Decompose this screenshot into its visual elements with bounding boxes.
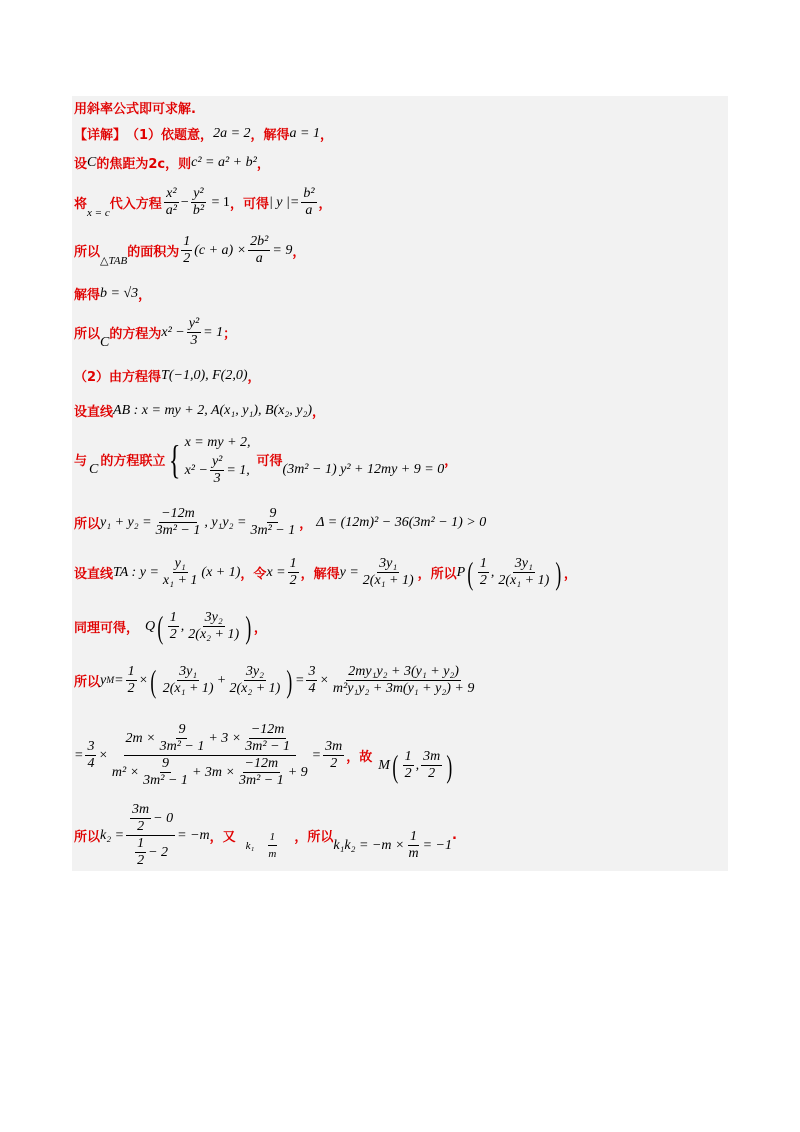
den: 2 (428, 766, 436, 781)
punct: ， (256, 157, 270, 172)
row1: x = my + 2, (184, 435, 251, 450)
num: 3m (423, 749, 441, 764)
den: 2 (127, 681, 135, 696)
den: 2 (479, 573, 487, 588)
eq-sign: = (311, 747, 322, 763)
frac-big1 (331, 664, 476, 697)
minus0: − 0 (153, 810, 174, 826)
equation-system (185, 432, 251, 487)
text: 所以 (74, 245, 101, 260)
dplus: + 3m × (191, 764, 235, 780)
frac-2b2a (248, 234, 270, 267)
point-p: P (456, 564, 466, 580)
eq-x2: x² − (161, 324, 185, 340)
frac-half-5 (126, 664, 137, 697)
eq-b: b = √3 (100, 285, 139, 301)
num: 3 (308, 664, 316, 679)
text: 的面积为 (127, 245, 180, 260)
eq-2a: 2a = 2 (213, 125, 251, 141)
num: −12m (161, 506, 195, 521)
frac-1m-b (406, 829, 420, 862)
frac-half-4 (168, 610, 179, 643)
den: 2 (404, 766, 412, 781)
line-ab (74, 401, 325, 420)
dtimes: m² × (111, 764, 140, 780)
frac-3y1-b (496, 556, 551, 589)
text: ，故 (346, 750, 373, 765)
num: −12m (250, 722, 285, 737)
eq-k1k2: k₁k₂ = −m × (333, 837, 405, 853)
den: 2(x₁ + 1) (498, 573, 550, 588)
var-y: y (100, 672, 107, 688)
frac-half-2 (288, 556, 299, 589)
frac-half (181, 234, 192, 267)
num: 1 (410, 829, 418, 844)
frac-slope (126, 802, 175, 869)
sub-m: M (106, 675, 115, 686)
num: 3 (87, 739, 95, 754)
text: 代入方程 (109, 197, 162, 212)
text: 的方程为 (109, 327, 162, 342)
minus2: − 2 (148, 844, 169, 860)
num: 3m (325, 739, 343, 754)
var-c: C (87, 154, 97, 170)
ctimes2: + 3 × (208, 730, 242, 746)
text: ，解得 (300, 567, 340, 582)
num: −12m (244, 756, 279, 771)
frac-m12 (154, 506, 203, 539)
punct: ， (312, 405, 326, 420)
den: 2(x₁ + 1) (362, 573, 414, 588)
punct: ， (319, 128, 333, 143)
comma: , (415, 757, 420, 773)
den: 2 (289, 573, 297, 588)
den: 4 (308, 681, 316, 696)
eq-sum: y₁ + y₂ = (100, 514, 152, 530)
row2b: = 1, (226, 462, 250, 478)
den: 3m² − 1 (245, 739, 291, 754)
punct: ， (444, 454, 458, 469)
comma: , (180, 618, 185, 634)
text: 的焦距为2c，则 (96, 157, 192, 172)
text: 与 (74, 454, 88, 469)
den: 2 (183, 251, 191, 266)
num: 3y₁ (179, 664, 198, 679)
frac-half-6 (403, 749, 414, 782)
frac-3y2-b (227, 664, 282, 697)
num: 1 (169, 610, 177, 625)
frac-1m (266, 829, 278, 862)
line-focal (74, 153, 270, 172)
den: 3m² − 1 (159, 739, 205, 754)
eq-k2: k₂ = (100, 827, 125, 843)
frac-b2a (301, 186, 316, 219)
line-area (74, 234, 305, 267)
line-system: 与 C 的方程联立 { x = my + 2, x² − $\frac{\text{y²}}{3}$ = 1, 可得 (3m² − 1) y² + 12my + 9 = 0 ， (74, 432, 457, 487)
eq-ta-b: (x + 1) (201, 564, 241, 580)
row2: x² − (184, 462, 208, 478)
text: ，又 (209, 830, 236, 845)
text: 设直线 (74, 405, 114, 420)
point-q: Q (145, 618, 156, 634)
text: ，所以 (294, 830, 334, 845)
eq-sign: = (74, 747, 84, 763)
part1-text: （1）依题意， (126, 128, 214, 143)
eq-area: (c + a) × (194, 242, 247, 258)
num: 9 (162, 756, 170, 771)
text: 解得 (74, 288, 101, 303)
num: 3y₂ (204, 610, 223, 625)
num: 1 (404, 749, 412, 764)
line-ta: 设直线 TA : y = $\frac{\text{y₁}}{\text{x₁ + 1}}$ (x + 1) ，令 x = $\frac{1}{2}$ ，解得 y = $\frac{\text{3y₁}}{\text{2(x₁ + 1)}}$ ，所以 P ( $\frac{1}{2}$ , $\frac{\text{3y₁}}{\text{2(x₁ + 1)}}$ ) ， (74, 554, 577, 591)
frac-3m2 (323, 739, 344, 772)
frac-y2b2 (191, 186, 206, 219)
times: × (138, 672, 149, 688)
eq-quadratic: (3m² − 1) y² + 12my + 9 = 0 (282, 461, 445, 477)
eq-tf: T(−1,0), F(2,0) (161, 367, 248, 383)
punct: ， (318, 197, 332, 212)
punct: ， (292, 245, 306, 260)
line-compound: = $\frac{3}{4}$ × 2m × $\frac{9}{\text{3m² − 1}}$ + 3 × $\frac{-12m}{\text{3m² − 1}}$ m² × $\frac{9}{\text{3m² − 1}}$ + 3m × $\frac{-12m}{\text{3m² − 1}}$ + 9 = $\frac{3m}{2}$ ，故 M ( $\frac{1}{2}$ , $\frac{3m}{2}$ ) (74, 722, 453, 788)
eq-neg1: = −1 (422, 837, 452, 853)
text: ，可得 (229, 197, 269, 212)
num: y² (188, 316, 200, 331)
text: 所以 (74, 675, 101, 690)
comma: , (490, 564, 495, 580)
num: 1 (268, 829, 278, 846)
text: 的方程联立 (100, 454, 166, 469)
text: 所以 (74, 327, 101, 342)
punct: ， (247, 370, 261, 385)
den: 3 (213, 471, 221, 486)
num: b² (303, 186, 315, 201)
cond-xc: x = c (87, 206, 110, 219)
eq-x-half: x = (266, 564, 286, 580)
num: 9 (269, 506, 277, 521)
frac-n9 (248, 506, 297, 539)
num: 1 (479, 556, 487, 571)
frac-x2a2 (164, 186, 179, 219)
triangle-tab: △TAB (100, 255, 128, 267)
frac-34 (306, 664, 317, 697)
eq-ab: AB : x = my + 2, A(x₁, y₁), B(x₂, y₂) (113, 402, 313, 418)
line-ym: 所以 y M = $\frac{1}{2}$ × ( $\frac{\text{3y₁}}{\text{2(x₁ + 1)}}$ + $\frac{\text{3y₂}}{\text{2(x₂ + 1)}}$ ) = $\frac{3}{4}$ × $\frac{\text{2my₁y₂ + 3(y₁ + y₂)}}{\text{m²y₁y₂ + 3m(y₁ + y₂) + 9}}$ (74, 662, 475, 699)
var-c: C (89, 461, 99, 477)
text: ，令 (240, 567, 267, 582)
line-k (74, 802, 457, 869)
eq-delta: Δ = (12m)² − 36(3m² − 1) > 0 (316, 514, 487, 530)
num: 3y₁ (514, 556, 533, 571)
point-m: M (378, 757, 390, 773)
frac-half-3 (478, 556, 489, 589)
den: 3 (190, 333, 198, 348)
intro-text: 用斜率公式即可求解. (74, 102, 196, 117)
eq-prod: , y₁y₂ = (204, 514, 247, 530)
num: x² (166, 186, 177, 201)
den: 2 (137, 853, 145, 868)
text: 设直线 (74, 567, 114, 582)
den: 2 (137, 819, 145, 834)
frac-y23b (210, 454, 224, 487)
text: （2）由方程得 (74, 370, 162, 385)
solve-text: ，解得 (250, 128, 290, 143)
punct: ， (138, 288, 152, 303)
num: 3m (132, 802, 150, 817)
num: 9 (178, 722, 186, 737)
den: m²y₁y₂ + 3m(y₁ + y₂) + 9 (332, 681, 475, 696)
num: 3y₁ (379, 556, 398, 571)
line-q: 同理可得， Q ( $\frac{1}{2}$ , $\frac{\text{3y₂}}{\text{2(x₂ + 1)}}$ ) ， (74, 608, 267, 645)
den: b² (192, 203, 205, 218)
eq-1: = 1 (203, 324, 224, 340)
punct: ， (253, 621, 267, 636)
den: 2(x₁ + 1) (162, 681, 214, 696)
eq-c2: c² = a² + b² (191, 154, 257, 170)
frac-3y2 (186, 610, 241, 643)
var-c: C (100, 334, 110, 350)
num: 2b² (250, 234, 269, 249)
punct: . (452, 828, 457, 843)
dplus9: + 9 (287, 764, 308, 780)
text: 所以 (74, 830, 101, 845)
den: 2 (330, 756, 338, 771)
text: ，所以 (417, 567, 457, 582)
den: 2(x₂ + 1) (188, 627, 240, 642)
eq-sign: = (114, 672, 124, 688)
eq-a1: a = 1 (289, 125, 320, 141)
den: a (305, 203, 313, 218)
frac-compound (110, 722, 310, 789)
num: 1 (137, 836, 145, 851)
den: m (408, 846, 419, 861)
den: x₁ + 1 (162, 573, 198, 588)
eq-neg-m: = −m (177, 827, 210, 843)
den: 2 (169, 627, 177, 642)
line-substitute: 将 x = c 代入方程 $\frac{\text{x²}}{\text{a²}}$ − $\frac{\text{y²}}{\text{b²}}$ = 1 ，可得 | y |= $\frac{\text{b²}}{a}$ ， (74, 186, 332, 219)
den: 3m² − 1 (143, 773, 188, 788)
text: 同理可得， (74, 621, 140, 636)
frac-y23 (187, 316, 201, 349)
den: a (255, 251, 263, 266)
den: 2(x₂ + 1) (229, 681, 281, 696)
line-detail (74, 124, 333, 143)
intro-line (74, 98, 196, 117)
text: 可得 (256, 454, 283, 469)
num: y² (193, 186, 204, 201)
text: 设 (74, 157, 88, 172)
num: y₁ (174, 556, 186, 571)
detail-tag: 【详解】 (74, 128, 127, 143)
text: 将 (74, 197, 88, 212)
punct: ， (563, 567, 577, 582)
frac-3m2-b (421, 749, 442, 782)
den: a² (165, 203, 177, 218)
eq-9: = 9 (272, 242, 293, 258)
den: 3m² − 1 (155, 523, 201, 538)
num: 1 (127, 664, 135, 679)
punct: ， (299, 517, 313, 532)
num: 1 (289, 556, 297, 571)
ctimes: 2m × (125, 730, 156, 746)
line-vieta (74, 506, 486, 539)
num: 3y₂ (245, 664, 264, 679)
line-equation-c (74, 316, 236, 349)
eq-sign: = (295, 672, 305, 688)
frac-3y1 (361, 556, 416, 589)
frac-y1x1 (161, 556, 200, 589)
times: × (98, 747, 108, 763)
var-k1: k₁ (245, 839, 255, 852)
eq-y: y = (339, 564, 359, 580)
line-b (74, 284, 151, 303)
times: × (319, 672, 329, 688)
den: 4 (87, 756, 95, 771)
plus: + (217, 672, 226, 688)
den: 3m² − 1 (250, 523, 296, 538)
eq-ta: TA : y = (113, 564, 159, 580)
num: 1 (183, 234, 191, 249)
num: y² (211, 454, 223, 469)
frac-34-b (85, 739, 96, 772)
punct: ； (223, 327, 237, 342)
den: 3m² − 1 (238, 773, 284, 788)
line-part2 (74, 366, 261, 385)
num: 2my₁y₂ + 3(y₁ + y₂) (348, 664, 459, 679)
abs-y: | y |= (268, 194, 300, 210)
frac-3y1-c (161, 664, 216, 697)
den: m (268, 848, 277, 860)
text: 所以 (74, 517, 101, 532)
